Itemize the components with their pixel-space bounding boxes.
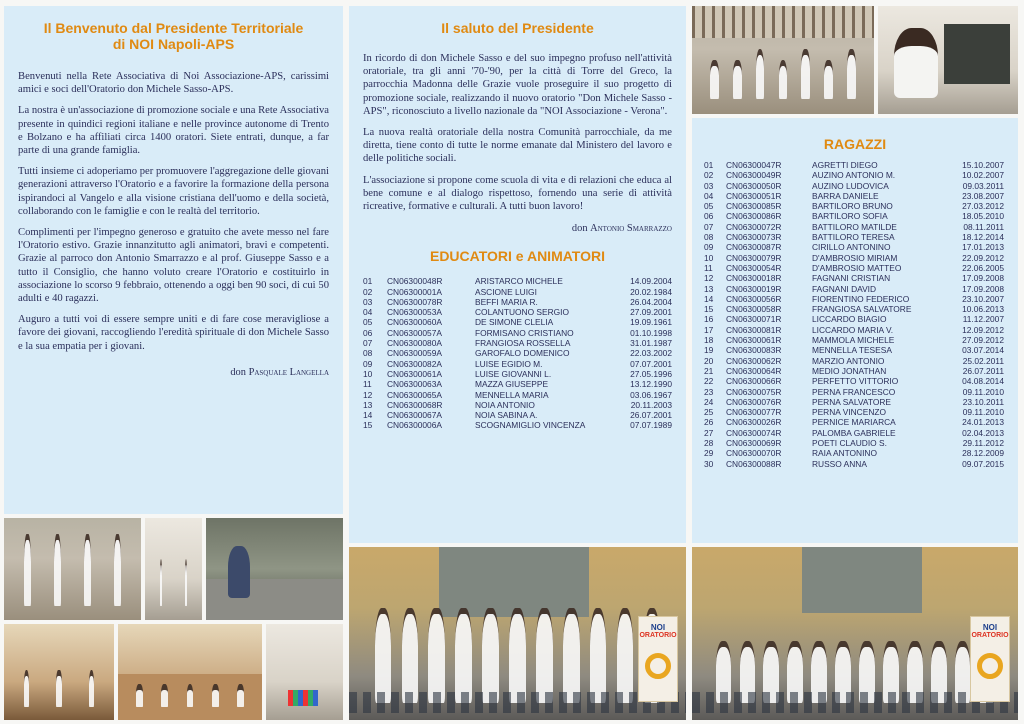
member-code: CN06300054R xyxy=(726,262,782,273)
member-code: CN06300048R xyxy=(387,276,443,287)
row-number: 24 xyxy=(704,396,714,407)
birth-date: 25.02.2011 xyxy=(962,355,1004,366)
president-signature: don Antonio Smarrazzo xyxy=(571,223,672,235)
member-name: SCOGNAMIGLIO VINCENZA xyxy=(475,420,586,431)
list-row xyxy=(704,273,1004,283)
birth-date: 28.12.2009 xyxy=(962,448,1004,459)
member-name: COLANTUONO SERGIO xyxy=(475,307,569,318)
ragazzi-title: RAGAZZI xyxy=(823,136,887,152)
member-code: CN06300006A xyxy=(387,420,442,431)
member-name: MENNELLA MARIA xyxy=(475,389,549,400)
list-row xyxy=(363,338,672,348)
birth-date: 07.07.1989 xyxy=(630,420,672,431)
row-number: 09 xyxy=(363,358,373,369)
member-name: BARRA DANIELE xyxy=(812,190,879,201)
list-row xyxy=(704,428,1004,438)
row-number: 28 xyxy=(704,438,714,449)
member-name: FRANGIOSA ROSSELLA xyxy=(475,338,571,349)
member-code: CN06300071R xyxy=(726,314,782,325)
member-code: CN06300083R xyxy=(726,345,782,356)
photo-group-selfie xyxy=(4,518,141,620)
member-code: CN06300001A xyxy=(387,286,442,297)
member-name: FAGNANI DAVID xyxy=(812,283,877,294)
photo-hall-tables xyxy=(4,624,114,720)
member-name: ASCIONE LUIGI xyxy=(475,286,537,297)
birth-date: 10.06.2013 xyxy=(962,304,1004,315)
list-row xyxy=(704,438,1004,448)
member-code: CN06300085R xyxy=(726,201,782,212)
member-code: CN06300087R xyxy=(726,242,782,253)
row-number: 11 xyxy=(704,262,713,273)
list-row xyxy=(704,211,1004,221)
list-row xyxy=(363,420,672,430)
member-name: PERNA VINCENZO xyxy=(812,407,886,418)
row-number: 30 xyxy=(704,458,714,469)
row-number: 29 xyxy=(704,448,714,459)
photo-animators-group xyxy=(349,547,686,720)
list-row xyxy=(704,325,1004,335)
row-number: 07 xyxy=(363,338,373,349)
birth-date: 09.11.2010 xyxy=(962,407,1004,418)
member-name: BATTILORO MATILDE xyxy=(812,221,897,232)
row-number: 02 xyxy=(363,286,373,297)
birth-date: 02.04.2013 xyxy=(962,427,1004,438)
president-paragraph: In ricordo di don Michele Sasso e del suo impegno profuso nell'attività oratoriale, tra gli anni '70-'90, per la città di Torre del Greco, la parrocchia Madonna delle Grazie vuole proseguire il suo progetto di promozione sociale, realizzando il nuovo oratorio "Don Michele Sasso - APS", riconosciuto a livello nazionale da "NOI Associazione - Verona". xyxy=(363,53,672,117)
member-name: AGRETTI DIEGO xyxy=(812,160,878,170)
list-row xyxy=(363,400,672,410)
noi-oratorio-banner: NOI ORATORIO xyxy=(970,616,1010,702)
member-code: CN06300053A xyxy=(387,307,442,318)
birth-date: 04.08.2014 xyxy=(962,376,1004,387)
member-name: BARTILORO BRUNO xyxy=(812,201,893,212)
row-number: 13 xyxy=(363,399,373,410)
member-name: POETI CLAUDIO S. xyxy=(812,438,887,449)
welcome-paragraph: La nostra è un'associazione di promozione sociale e una Rete Associativa presente in quindici regioni italiane e nelle province autonome di Trento e Bolzano e ha affiliati circa 1400 oratori. Siete entrati, dunque, a far parte di una grande famiglia. xyxy=(18,105,329,157)
birth-date: 23.10.2007 xyxy=(962,293,1004,304)
list-row xyxy=(704,232,1004,242)
birth-date: 14.09.2004 xyxy=(630,276,672,287)
list-row xyxy=(363,359,672,369)
row-number: 13 xyxy=(704,283,714,294)
list-row xyxy=(363,297,672,307)
row-number: 01 xyxy=(363,276,373,287)
welcome-panel xyxy=(4,6,343,514)
member-name: FAGNANI CRISTIAN xyxy=(812,273,891,284)
member-code: CN06300078R xyxy=(387,296,443,307)
birth-date: 23.08.2007 xyxy=(962,190,1004,201)
birth-date: 08.11.2011 xyxy=(963,221,1004,232)
birth-date: 22.03.2002 xyxy=(630,348,672,359)
welcome-paragraph: Benvenuti nella Rete Associativa di Noi Associazione-APS, carissimi amici e soci dell'Oratorio don Michele Sasso-APS. xyxy=(18,71,329,96)
member-code: CN06300061A xyxy=(387,368,442,379)
row-number: 05 xyxy=(363,317,373,328)
member-code: CN06300069R xyxy=(726,438,782,449)
member-name: FIORENTINO FEDERICO xyxy=(812,293,910,304)
row-number: 12 xyxy=(363,389,373,400)
row-number: 10 xyxy=(363,368,373,379)
member-code: CN06300067A xyxy=(387,410,442,421)
list-row xyxy=(704,345,1004,355)
birth-date: 10.02.2007 xyxy=(962,170,1004,181)
list-row xyxy=(704,191,1004,201)
birth-date: 07.07.2001 xyxy=(630,358,672,369)
list-row xyxy=(704,356,1004,366)
birth-date: 26.04.2004 xyxy=(630,296,672,307)
row-number: 04 xyxy=(363,307,373,318)
list-row xyxy=(363,390,672,400)
member-code: CN06300076R xyxy=(726,396,782,407)
member-name: LICCARDO MARIA V. xyxy=(812,324,894,335)
row-number: 03 xyxy=(704,180,714,191)
member-code: CN06300074R xyxy=(726,427,782,438)
birth-date: 31.01.1987 xyxy=(630,338,672,349)
list-row xyxy=(363,287,672,297)
list-row xyxy=(704,253,1004,263)
member-code: CN06300079R xyxy=(726,252,782,263)
list-row xyxy=(704,201,1004,211)
list-row xyxy=(704,181,1004,191)
row-number: 17 xyxy=(704,324,714,335)
member-code: CN06300049R xyxy=(726,170,782,181)
member-code: CN06300070R xyxy=(726,448,782,459)
member-code: CN06300061R xyxy=(726,335,782,346)
member-name: MAMMOLA MICHELE xyxy=(812,335,895,346)
member-code: CN06300047R xyxy=(726,160,782,170)
member-code: CN06300051R xyxy=(726,190,782,201)
member-code: CN06300058R xyxy=(726,304,782,315)
member-name: D'AMBROSIO MIRIAM xyxy=(812,252,898,263)
list-row xyxy=(704,417,1004,427)
row-number: 05 xyxy=(704,201,714,212)
birth-date: 03.07.2014 xyxy=(962,345,1004,356)
birth-date: 22.06.2005 xyxy=(962,262,1004,273)
birth-date: 13.12.1990 xyxy=(630,379,672,390)
photo-bowling-game xyxy=(266,624,343,720)
birth-date: 26.07.2011 xyxy=(962,365,1004,376)
member-code: CN06300062R xyxy=(726,355,782,366)
welcome-paragraph: Auguro a tutti voi di essere sempre uniti e di fare cose meravigliose a favore dei giovani, raccogliendo l'eredità spirituale di don Michele Sasso e la sua empatia per i giovani. xyxy=(18,314,329,352)
row-number: 08 xyxy=(363,348,373,359)
member-code: CN06300072R xyxy=(726,221,782,232)
ragazzi-list xyxy=(692,160,1018,469)
birth-date: 09.03.2011 xyxy=(962,180,1004,191)
list-row xyxy=(704,407,1004,417)
welcome-paragraph: Complimenti per l'impegno generoso e gratuito che avete messo nel fare l'Oratorio estivo. Grazie innanzitutto agli animatori, bravi e competenti. Grazie al parroco don Antonio Smarrazzo e al prof. Giuseppe Sasso e a tutto il Consiglio, che hanno voluto creare l'Oratorio e costituirlo in associazione lo scorso 9 febbraio, ottenendo a oggi ben 90 soci, di cui 50 adulti e 40 ragazzi. xyxy=(18,227,329,305)
birth-date: 23.10.2011 xyxy=(962,396,1004,407)
noi-oratorio-banner: NOI ORATORIO xyxy=(638,616,678,702)
birth-date: 20.02.1984 xyxy=(630,286,672,297)
member-code: CN06300073R xyxy=(726,232,782,243)
member-name: PERNA SALVATORE xyxy=(812,396,891,407)
list-row xyxy=(363,379,672,389)
birth-date: 18.12.2014 xyxy=(962,232,1004,243)
welcome-paragraph: Tutti insieme ci adoperiamo per promuovere l'aggregazione delle giovani generazioni attraverso l'Oratorio e a favorire la formazione della persona ispirandoci al Vangelo e alla visione cristiana dell'uomo e della società, collaborando con le famiglie e con le realtà del territorio. xyxy=(18,166,329,217)
birth-date: 11.12.2007 xyxy=(962,314,1004,325)
row-number: 08 xyxy=(704,232,714,243)
welcome-signature: don Pasquale Langella xyxy=(230,366,329,378)
birth-date: 27.09.2001 xyxy=(630,307,672,318)
row-number: 04 xyxy=(704,190,714,201)
list-row xyxy=(363,328,672,338)
row-number: 12 xyxy=(704,273,714,284)
member-name: ARISTARCO MICHELE xyxy=(475,276,563,287)
member-code: CN06300066R xyxy=(726,376,782,387)
photo-girl-blackboard xyxy=(878,6,1018,114)
member-code: CN06300060A xyxy=(387,317,442,328)
list-row xyxy=(704,170,1004,180)
member-code: CN06300065A xyxy=(387,389,442,400)
birth-date: 27.05.1996 xyxy=(630,368,672,379)
list-row xyxy=(704,314,1004,324)
list-row xyxy=(363,348,672,358)
photo-indoor-group xyxy=(145,518,202,620)
row-number: 18 xyxy=(704,335,714,346)
photo-children-group xyxy=(692,547,1018,720)
list-row xyxy=(704,397,1004,407)
member-name: LUISE GIOVANNI L. xyxy=(475,368,552,379)
educatori-title: EDUCATORI e ANIMATORI xyxy=(429,248,605,265)
welcome-title: Il Benvenuto dal Presidente Territoriale di NOI Napoli-APS xyxy=(43,20,304,52)
list-row xyxy=(363,276,672,286)
birth-date: 01.10.1998 xyxy=(630,327,672,338)
birth-date: 12.09.2012 xyxy=(962,324,1004,335)
list-row xyxy=(704,335,1004,345)
member-code: CN06300057A xyxy=(387,327,442,338)
member-name: AUZINO LUDOVICA xyxy=(812,180,889,191)
row-number: 16 xyxy=(704,314,714,325)
member-code: CN06300086R xyxy=(726,211,782,222)
member-code: CN06300088R xyxy=(726,458,782,469)
president-paragraph: La nuova realtà oratoriale della nostra Comunità parrocchiale, da me diretta, tiene conto di tutte le norme emanate dal Ministero del lavoro e delle politiche sociali. xyxy=(363,127,672,165)
birth-date: 29.11.2012 xyxy=(962,438,1004,449)
list-row xyxy=(704,222,1004,232)
row-number: 06 xyxy=(363,327,373,338)
row-number: 26 xyxy=(704,417,714,428)
member-name: FORMISANO CRISTIANO xyxy=(475,327,574,338)
member-code: CN06300064R xyxy=(726,365,782,376)
list-row xyxy=(704,160,1004,170)
member-code: CN06300059A xyxy=(387,348,442,359)
member-code: CN06300075R xyxy=(726,386,782,397)
birth-date: 22.09.2012 xyxy=(962,252,1004,263)
member-name: PERNICE MARIARCA xyxy=(812,417,896,428)
list-row xyxy=(704,459,1004,469)
row-number: 11 xyxy=(363,379,372,390)
photo-hall-circle xyxy=(118,624,262,720)
member-name: MENNELLA TESESA xyxy=(812,345,892,356)
member-code: CN06300018R xyxy=(726,273,782,284)
birth-date: 24.01.2013 xyxy=(962,417,1004,428)
ragazzi-panel xyxy=(692,118,1018,543)
row-number: 23 xyxy=(704,386,714,397)
member-name: MAZZA GIUSEPPE xyxy=(475,379,549,390)
member-code: CN06300056R xyxy=(726,293,782,304)
list-row xyxy=(704,366,1004,376)
member-name: D'AMBROSIO MATTEO xyxy=(812,262,902,273)
list-row xyxy=(363,369,672,379)
row-number: 22 xyxy=(704,376,714,387)
list-row xyxy=(704,376,1004,386)
member-name: LUISE EGIDIO M. xyxy=(475,358,543,369)
president-panel xyxy=(349,6,686,543)
member-name: GAROFALO DOMENICO xyxy=(475,348,570,359)
birth-date: 17.01.2013 xyxy=(962,242,1004,253)
list-row xyxy=(704,242,1004,252)
member-code: CN06300068R xyxy=(387,399,443,410)
birth-date: 09.07.2015 xyxy=(962,458,1004,469)
row-number: 15 xyxy=(704,304,714,315)
row-number: 06 xyxy=(704,211,714,222)
member-code: CN06300026R xyxy=(726,417,782,428)
member-code: CN06300019R xyxy=(726,283,782,294)
row-number: 14 xyxy=(363,410,373,421)
birth-date: 15.10.2007 xyxy=(962,160,1004,170)
birth-date: 09.11.2010 xyxy=(962,386,1004,397)
birth-date: 27.03.2012 xyxy=(962,201,1004,212)
row-number: 25 xyxy=(704,407,714,418)
birth-date: 27.09.2012 xyxy=(962,335,1004,346)
member-name: CIRILLO ANTONINO xyxy=(812,242,891,253)
birth-date: 19.09.1961 xyxy=(630,317,672,328)
member-name: RAIA ANTONINO xyxy=(812,448,877,459)
list-row xyxy=(363,410,672,420)
member-name: NOIA SABINA A. xyxy=(475,410,538,421)
row-number: 10 xyxy=(704,252,714,263)
member-code: CN06300050R xyxy=(726,180,782,191)
row-number: 19 xyxy=(704,345,714,356)
photo-outdoor-game xyxy=(206,518,343,620)
member-name: NOIA ANTONIO xyxy=(475,399,535,410)
list-row xyxy=(704,387,1004,397)
member-name: PALOMBA GABRIELE xyxy=(812,427,896,438)
row-number: 20 xyxy=(704,355,714,366)
list-row xyxy=(704,294,1004,304)
member-name: PERFETTO VITTORIO xyxy=(812,376,899,387)
birth-date: 26.07.2001 xyxy=(630,410,672,421)
row-number: 14 xyxy=(704,293,714,304)
member-code: CN06300063A xyxy=(387,379,442,390)
row-number: 01 xyxy=(704,160,714,170)
member-code: CN06300082A xyxy=(387,358,442,369)
row-number: 07 xyxy=(704,221,714,232)
member-name: BARTILORO SOFIA xyxy=(812,211,888,222)
row-number: 21 xyxy=(704,365,714,376)
row-number: 09 xyxy=(704,242,714,253)
row-number: 02 xyxy=(704,170,714,181)
president-paragraph: L'associazione si propone come scuola di vita e di relazioni che educa al bene comune e al dialogo rispettoso, fornendo una serie di attività ricreative, formative e culturali. A tutti buon lavoro! xyxy=(363,174,672,213)
member-code: CN06300080A xyxy=(387,338,442,349)
list-row xyxy=(363,317,672,327)
member-name: DE SIMONE CLELIA xyxy=(475,317,554,328)
member-name: BATTILORO TERESA xyxy=(812,232,895,243)
row-number: 27 xyxy=(704,427,714,438)
member-name: LICCARDO BIAGIO xyxy=(812,314,887,325)
member-name: FRANGIOSA SALVATORE xyxy=(812,304,912,315)
list-row xyxy=(704,263,1004,273)
member-name: MEDIO JONATHAN xyxy=(812,365,887,376)
member-name: BEFFI MARIA R. xyxy=(475,296,538,307)
list-row xyxy=(704,304,1004,314)
row-number: 03 xyxy=(363,296,373,307)
member-name: MARZIO ANTONIO xyxy=(812,355,885,366)
list-row xyxy=(704,448,1004,458)
birth-date: 20.11.2003 xyxy=(630,399,672,410)
birth-date: 17.09.2008 xyxy=(962,273,1004,284)
row-number: 15 xyxy=(363,420,373,431)
president-title: Il saluto del Presidente xyxy=(441,20,594,36)
birth-date: 03.06.1967 xyxy=(630,389,672,400)
member-name: RUSSO ANNA xyxy=(812,458,867,469)
member-name: AUZINO ANTONIO M. xyxy=(812,170,896,181)
birth-date: 17.09.2008 xyxy=(962,283,1004,294)
photo-children-seated xyxy=(692,6,874,114)
list-row xyxy=(363,307,672,317)
member-code: CN06300081R xyxy=(726,324,782,335)
list-row xyxy=(704,284,1004,294)
educatori-list xyxy=(349,276,686,430)
birth-date: 18.05.2010 xyxy=(962,211,1004,222)
member-name: PERNA FRANCESCO xyxy=(812,386,896,397)
member-code: CN06300077R xyxy=(726,407,782,418)
